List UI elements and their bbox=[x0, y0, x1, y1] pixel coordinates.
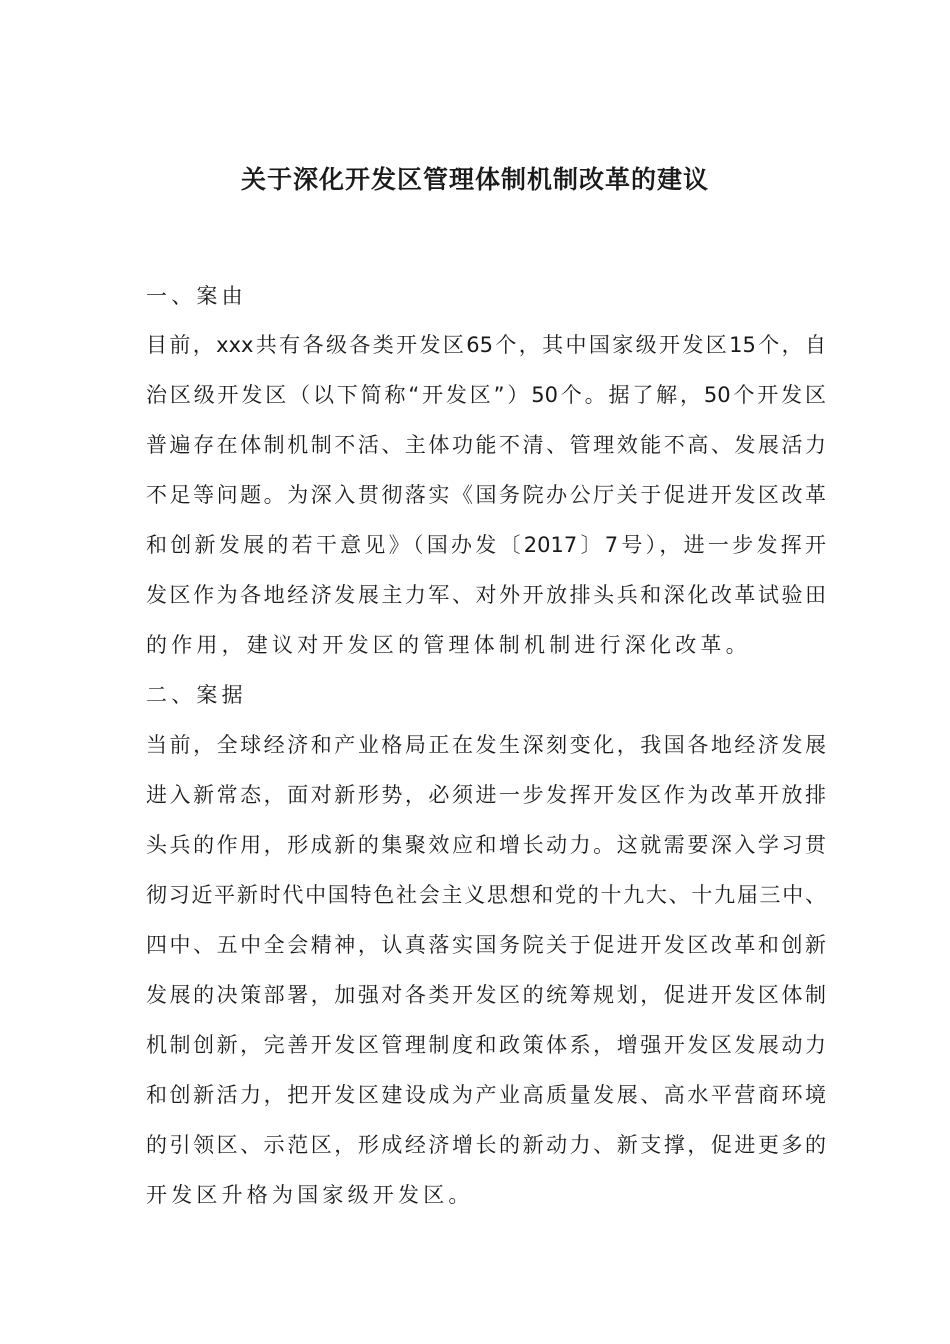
paragraph-line: 的引领区、示范区，形成经济增长的新动力、新支撑，促进更多的 bbox=[146, 1133, 826, 1157]
paragraph-line: 治区级开发区（以下简称“开发区”）50个。据了解，50个开发区 bbox=[146, 383, 826, 407]
paragraph-line: 和创新发展的若干意见》（国办发〔2017〕7号），进一步发挥开 bbox=[146, 533, 826, 557]
paragraph-line: 目前，xxx共有各级各类开发区65个，其中国家级开发区15个，自 bbox=[146, 333, 826, 357]
paragraph-line: 开发区升格为国家级开发区。 bbox=[146, 1183, 474, 1207]
paragraph-line: 发展的决策部署，加强对各类开发区的统筹规划，促进开发区体制 bbox=[146, 983, 826, 1007]
paragraph-line: 机制创新，完善开发区管理制度和政策体系，增强开发区发展动力 bbox=[146, 1033, 826, 1057]
paragraph-line: 不足等问题。为深入贯彻落实《国务院办公厅关于促进开发区改革 bbox=[146, 483, 826, 507]
section-heading-basis: 二、案据 bbox=[146, 683, 247, 707]
paragraph-line: 和创新活力，把开发区建设成为产业高质量发展、高水平营商环境 bbox=[146, 1083, 826, 1107]
paragraph-line: 普遍存在体制机制不活、主体功能不清、管理效能不高、发展活力 bbox=[146, 433, 826, 457]
paragraph-line: 当前，全球经济和产业格局正在发生深刻变化，我国各地经济发展 bbox=[146, 733, 826, 757]
paragraph-line: 发区作为各地经济发展主力军、对外开放排头兵和深化改革试验田 bbox=[146, 583, 826, 607]
paragraph-line: 进入新常态，面对新形势，必须进一步发挥开发区作为改革开放排 bbox=[146, 783, 826, 807]
section-heading-reason: 一、案由 bbox=[146, 284, 247, 308]
paragraph-line: 头兵的作用，形成新的集聚效应和增长动力。这就需要深入学习贯 bbox=[146, 833, 826, 857]
paragraph-line: 四中、五中全会精神，认真落实国务院关于促进开发区改革和创新 bbox=[146, 933, 826, 957]
paragraph-line: 彻习近平新时代中国特色社会主义思想和党的十九大、十九届三中、 bbox=[146, 883, 826, 907]
paragraph-line: 的作用，建议对开发区的管理体制机制进行深化改革。 bbox=[146, 633, 751, 657]
document-title: 关于深化开发区管理体制机制改革的建议 bbox=[240, 165, 709, 194]
